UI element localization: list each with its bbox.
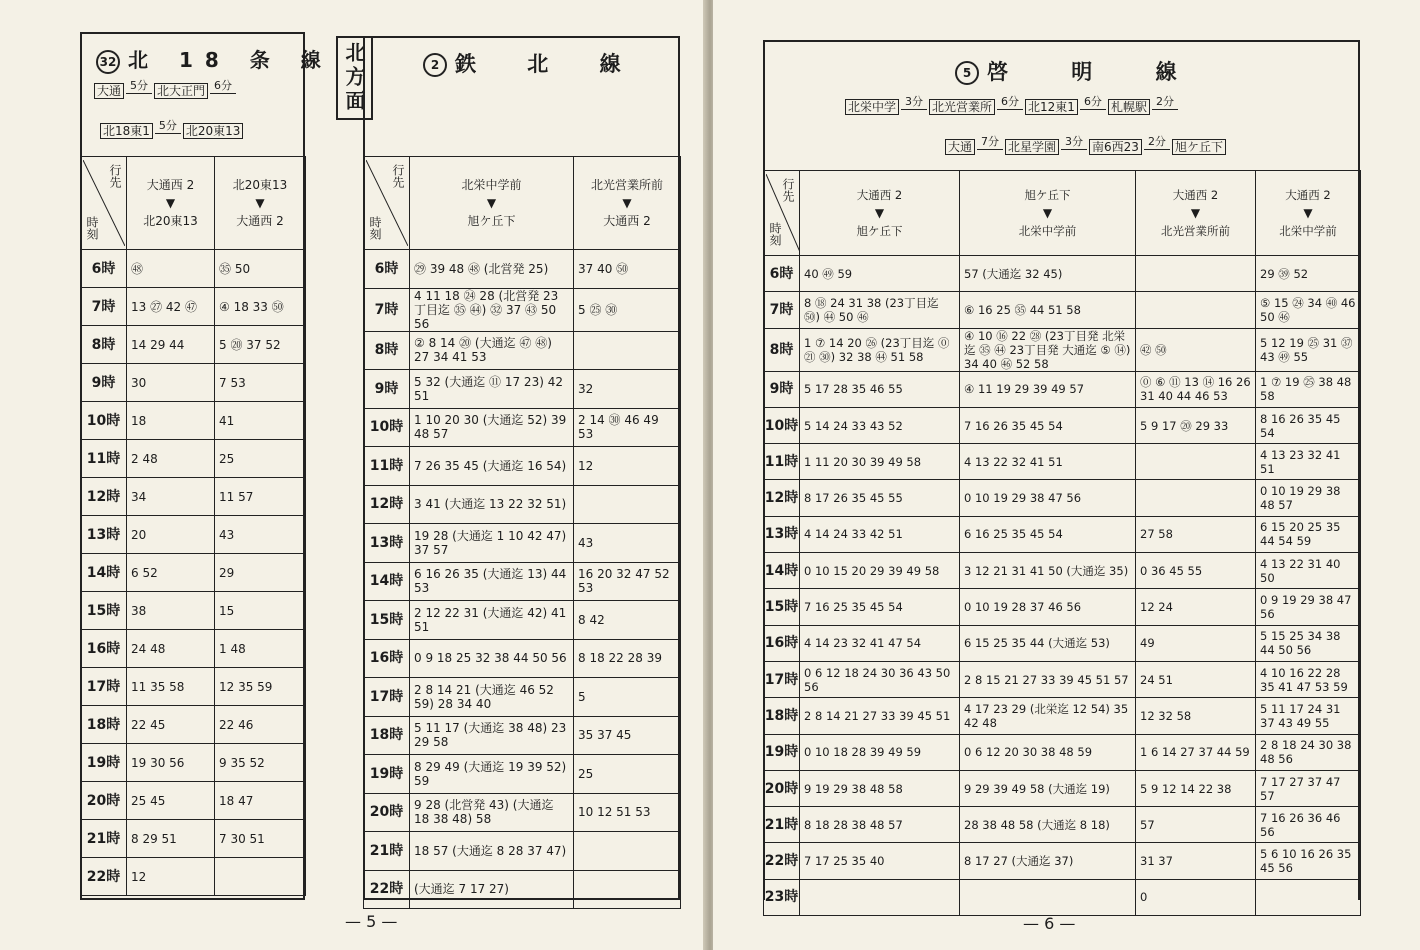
table-row: [364, 447, 681, 486]
times-cell: 0 9 18 25 32 38 44 50 56: [410, 639, 574, 678]
table-row: [764, 553, 1361, 589]
times-cell: [1136, 292, 1256, 328]
times-cell: 12: [574, 447, 681, 486]
hour-cell: 21時: [81, 820, 127, 858]
times-cell: [574, 485, 681, 524]
times-cell: 43: [215, 516, 306, 554]
times-cell: 29: [215, 554, 306, 592]
times-cell: [574, 331, 681, 370]
times-cell: 5 12 19 ㉕ 31 ㊲ 43 ㊾ 55: [1256, 328, 1361, 371]
hour-cell: 19時: [764, 734, 800, 770]
interval: 6分: [997, 93, 1023, 110]
hour-cell: 15時: [764, 589, 800, 625]
hour-cell: 18時: [81, 706, 127, 744]
table-row: [764, 407, 1361, 443]
table-row: [764, 661, 1361, 697]
table-row: [764, 256, 1361, 292]
table-row: [81, 858, 306, 896]
times-cell: 24 51: [1136, 661, 1256, 697]
hour-cell: 19時: [364, 755, 410, 794]
hour-cell: 11時: [764, 444, 800, 480]
times-cell: 25: [574, 755, 681, 794]
table-row: [764, 698, 1361, 734]
hour-cell: 17時: [764, 661, 800, 697]
times-cell: 18: [127, 402, 215, 440]
times-cell: 6 15 25 35 44 (大通迄 53): [960, 625, 1136, 661]
direction-label: 北方面: [336, 36, 373, 120]
times-cell: 1 ⑦ 19 ㉕ 38 48 58: [1256, 371, 1361, 407]
times-cell: 4 13 22 31 40 50: [1256, 553, 1361, 589]
corner-header: 行先 時刻: [364, 157, 410, 250]
times-cell: [574, 870, 681, 909]
times-cell: 12 24: [1136, 589, 1256, 625]
times-cell: 16 20 32 47 52 53: [574, 562, 681, 601]
times-cell: 0 6 12 20 30 38 48 59: [960, 734, 1136, 770]
hour-cell: 6時: [764, 256, 800, 292]
stop-box: 大通: [945, 139, 975, 155]
times-cell: [800, 879, 960, 915]
table-row: [81, 516, 306, 554]
hour-cell: 11時: [364, 447, 410, 486]
page-number: — 6 —: [1023, 914, 1076, 933]
times-cell: 8 16 26 35 45 54: [1256, 407, 1361, 443]
stop-box: 札幌駅: [1108, 99, 1150, 115]
hour-cell: 14時: [764, 553, 800, 589]
table-row: [764, 371, 1361, 407]
times-cell: 38: [127, 592, 215, 630]
table-row: [764, 516, 1361, 552]
table-row: [81, 478, 306, 516]
times-cell: 8 29 51: [127, 820, 215, 858]
table-row: [764, 625, 1361, 661]
stop-box: 北星学園: [1005, 139, 1059, 155]
times-cell: 15: [215, 592, 306, 630]
times-cell: 5: [574, 678, 681, 717]
hour-cell: 10時: [81, 402, 127, 440]
times-cell: 5 9 12 14 22 38: [1136, 770, 1256, 806]
left-page: [0, 0, 707, 950]
hour-cell: 19時: [81, 744, 127, 782]
times-cell: 30: [127, 364, 215, 402]
corner-header: 行先 時刻: [81, 157, 127, 250]
hour-cell: 9時: [364, 370, 410, 409]
route32-title: 32 北 18 条 線: [96, 44, 333, 74]
times-cell: 34: [127, 478, 215, 516]
times-cell: 8 18 22 28 39: [574, 639, 681, 678]
hour-cell: 17時: [81, 668, 127, 706]
table-row: [764, 807, 1361, 843]
hour-cell: 17時: [364, 678, 410, 717]
times-cell: 1 10 20 30 (大通迄 52) 39 48 57: [410, 408, 574, 447]
stop-box: 旭ケ丘下: [1172, 139, 1226, 155]
times-cell: 3 12 21 31 41 50 (大通迄 35): [960, 553, 1136, 589]
table-row: [81, 630, 306, 668]
right-page: [713, 0, 1420, 950]
times-cell: 43: [574, 524, 681, 563]
times-cell: ⓪ ⑥ ⑪ 13 ⑭ 16 26 31 40 44 46 53: [1136, 371, 1256, 407]
table-row: [81, 250, 306, 288]
table-row: [364, 562, 681, 601]
times-cell: [1256, 879, 1361, 915]
col-header: 旭ケ丘下 ▼ 北栄中学前: [960, 171, 1136, 256]
times-cell: 14 29 44: [127, 326, 215, 364]
times-cell: 8 17 26 35 45 55: [800, 480, 960, 516]
times-cell: 40 ㊾ 59: [800, 256, 960, 292]
hour-cell: 6時: [81, 250, 127, 288]
times-cell: 0 9 19 29 38 47 56: [1256, 589, 1361, 625]
table-row: [764, 480, 1361, 516]
table-row: [81, 782, 306, 820]
times-cell: 24 48: [127, 630, 215, 668]
times-cell: 9 19 29 38 48 58: [800, 770, 960, 806]
table-row: [364, 524, 681, 563]
times-cell: [1136, 480, 1256, 516]
times-cell: ㊷ ㊿: [1136, 328, 1256, 371]
hour-cell: 13時: [364, 524, 410, 563]
times-cell: ㊽: [127, 250, 215, 288]
hour-cell: 9時: [764, 371, 800, 407]
times-cell: 25: [215, 440, 306, 478]
route2-panel: [363, 36, 680, 900]
route32-stops-line1: [94, 79, 238, 100]
hour-cell: 20時: [764, 770, 800, 806]
hour-cell: 12時: [764, 480, 800, 516]
route32-number-badge: 32: [96, 50, 120, 74]
times-cell: 8 29 49 (大通迄 19 39 52) 59: [410, 755, 574, 794]
times-cell: (大通迄 7 17 27): [410, 870, 574, 909]
times-cell: 5 15 25 34 38 44 50 56: [1256, 625, 1361, 661]
times-cell: ⑤ 15 ㉔ 34 ㊵ 46 50 ㊻: [1256, 292, 1361, 328]
times-cell: 4 10 16 22 28 35 41 47 53 59: [1256, 661, 1361, 697]
hour-cell: 13時: [81, 516, 127, 554]
interval: 3分: [1061, 133, 1087, 150]
table-row: [364, 793, 681, 832]
col-header: 北光営業所前 ▼ 大通西 2: [574, 157, 681, 250]
times-cell: 6 16 26 35 (大通迄 13) 44 53: [410, 562, 574, 601]
route2-title: 2 鉄 北 線: [423, 48, 643, 78]
table-row: [364, 370, 681, 409]
hour-cell: 15時: [364, 601, 410, 640]
times-cell: 8 17 27 (大通迄 37): [960, 843, 1136, 879]
table-row: [81, 820, 306, 858]
table-row: [81, 744, 306, 782]
times-cell: 0 10 15 20 29 39 49 58: [800, 553, 960, 589]
table-row: [81, 554, 306, 592]
times-cell: 2 48: [127, 440, 215, 478]
times-cell: [1136, 256, 1256, 292]
col-header: 大通西 2 ▼ 北光営業所前: [1136, 171, 1256, 256]
table-row: [364, 250, 681, 289]
times-cell: 2 8 18 24 30 38 48 56: [1256, 734, 1361, 770]
times-cell: 20: [127, 516, 215, 554]
stop-box: 北大正門: [154, 83, 208, 99]
times-cell: 22 46: [215, 706, 306, 744]
times-cell: 8 ⑱ 24 31 38 (23丁目迄 ㊿) ㊹ 50 ㊻: [800, 292, 960, 328]
table-row: [764, 589, 1361, 625]
times-cell: 0: [1136, 879, 1256, 915]
stop-box: 大通: [94, 83, 124, 99]
table-row: [364, 639, 681, 678]
times-cell: ④ 11 19 29 39 49 57: [960, 371, 1136, 407]
times-cell: 2 14 ㉚ 46 49 53: [574, 408, 681, 447]
times-cell: 7 26 35 45 (大通迄 16 54): [410, 447, 574, 486]
hour-cell: 22時: [364, 870, 410, 909]
table-row: [364, 408, 681, 447]
hour-cell: 6時: [364, 250, 410, 289]
route2-timetable: [363, 156, 681, 909]
times-cell: ④ 18 33 ㊿: [215, 288, 306, 326]
hour-cell: 8時: [764, 328, 800, 371]
hour-cell: 14時: [81, 554, 127, 592]
times-cell: 0 10 19 29 38 47 56: [960, 480, 1136, 516]
table-row: [764, 843, 1361, 879]
table-row: [81, 364, 306, 402]
times-cell: 8 18 28 38 48 57: [800, 807, 960, 843]
hour-cell: 12時: [364, 485, 410, 524]
table-row: [764, 770, 1361, 806]
stop-box: 南6西23: [1089, 139, 1142, 155]
route5-timetable: [763, 170, 1361, 916]
table-row: [364, 870, 681, 909]
hour-cell: 18時: [364, 716, 410, 755]
hour-cell: 16時: [364, 639, 410, 678]
interval: 7分: [977, 133, 1003, 150]
times-cell: 28 38 48 58 (大通迄 8 18): [960, 807, 1136, 843]
times-cell: 57 (大通迄 32 45): [960, 256, 1136, 292]
times-cell: 0 10 19 29 38 48 57: [1256, 480, 1361, 516]
times-cell: ④ 10 ⑯ 22 ㉘ (23丁目発 北栄迄 ㉟ ㊹ 23丁目発 大通迄 ⑤ ⑭) 34 40 ㊻ 52 58: [960, 328, 1136, 371]
times-cell: 6 16 25 35 45 54: [960, 516, 1136, 552]
table-row: [364, 331, 681, 370]
hour-cell: 13時: [764, 516, 800, 552]
times-cell: 7 16 26 35 45 54: [960, 407, 1136, 443]
col-header: 大通西 2 ▼ 旭ケ丘下: [800, 171, 960, 256]
hour-cell: 15時: [81, 592, 127, 630]
table-row: [81, 668, 306, 706]
times-cell: 12 32 58: [1136, 698, 1256, 734]
route32-stops-line2: [100, 119, 243, 140]
times-cell: 7 53: [215, 364, 306, 402]
stop-box: 北12東1: [1025, 99, 1078, 115]
hour-cell: 22時: [81, 858, 127, 896]
times-cell: 1 48: [215, 630, 306, 668]
times-cell: 57: [1136, 807, 1256, 843]
times-cell: 5 17 28 35 46 55: [800, 371, 960, 407]
hour-cell: 11時: [81, 440, 127, 478]
route5-title: 5 啓 明 線: [955, 56, 1205, 86]
times-cell: 5 32 (大通迄 ⑪ 17 23) 42 51: [410, 370, 574, 409]
hour-cell: 8時: [364, 331, 410, 370]
times-cell: 31 37: [1136, 843, 1256, 879]
times-cell: 12 35 59: [215, 668, 306, 706]
route32-timetable: [80, 156, 306, 896]
times-cell: 1 11 20 30 39 49 58: [800, 444, 960, 480]
times-cell: 27 58: [1136, 516, 1256, 552]
times-cell: 32: [574, 370, 681, 409]
corner-header: 行先 時刻: [764, 171, 800, 256]
times-cell: 7 17 25 35 40: [800, 843, 960, 879]
col-header: 大通西 2 ▼ 北20東13: [127, 157, 215, 250]
times-cell: 37 40 ㊿: [574, 250, 681, 289]
hour-cell: 12時: [81, 478, 127, 516]
table-row: [81, 288, 306, 326]
interval: 6分: [1080, 93, 1106, 110]
times-cell: 3 41 (大通迄 13 22 32 51): [410, 485, 574, 524]
table-row: [764, 444, 1361, 480]
route2-number-badge: 2: [423, 53, 447, 77]
table-row: [81, 706, 306, 744]
times-cell: 5 11 17 (大通迄 38 48) 23 29 58: [410, 716, 574, 755]
times-cell: 5 9 17 ⑳ 29 33: [1136, 407, 1256, 443]
times-cell: 0 36 45 55: [1136, 553, 1256, 589]
times-cell: [1136, 444, 1256, 480]
hour-cell: 20時: [81, 782, 127, 820]
times-cell: 0 6 12 18 24 30 36 43 50 56: [800, 661, 960, 697]
times-cell: 35 37 45: [574, 716, 681, 755]
times-cell: 9 35 52: [215, 744, 306, 782]
times-cell: 6 15 20 25 35 44 54 59: [1256, 516, 1361, 552]
interval: 2分: [1144, 133, 1170, 150]
stop-box: 北栄中学: [845, 99, 899, 115]
times-cell: 7 30 51: [215, 820, 306, 858]
interval: 5分: [155, 117, 181, 134]
times-cell: 49: [1136, 625, 1256, 661]
route5-number-badge: 5: [955, 61, 979, 85]
hour-cell: 20時: [364, 793, 410, 832]
table-row: [364, 678, 681, 717]
col-header: 北栄中学前 ▼ 旭ケ丘下: [410, 157, 574, 250]
hour-cell: 21時: [764, 807, 800, 843]
table-row: [81, 592, 306, 630]
interval: 2分: [1152, 93, 1178, 110]
table-row: [81, 440, 306, 478]
hour-cell: 14時: [364, 562, 410, 601]
route5-stops-line1: [845, 95, 1180, 116]
table-row: [81, 402, 306, 440]
times-cell: ㉟ 50: [215, 250, 306, 288]
times-cell: 1 ⑦ 14 20 ㉖ (23丁目迄 ⓪ ㉑ ㉚) 32 38 ㊹ 51 58: [800, 328, 960, 371]
table-row: [364, 288, 681, 331]
times-cell: 18 47: [215, 782, 306, 820]
table-row: [364, 832, 681, 871]
times-cell: 19 28 (大通迄 1 10 42 47) 37 57: [410, 524, 574, 563]
col-header: 大通西 2 ▼ 北栄中学前: [1256, 171, 1361, 256]
hour-cell: 7時: [764, 292, 800, 328]
table-row: [364, 755, 681, 794]
times-cell: 11 57: [215, 478, 306, 516]
times-cell: 5 ⑳ 37 52: [215, 326, 306, 364]
times-cell: 5 11 17 24 31 37 43 49 55: [1256, 698, 1361, 734]
times-cell: 4 13 23 32 41 51: [1256, 444, 1361, 480]
times-cell: ⑥ 16 25 ㉟ 44 51 58: [960, 292, 1136, 328]
stop-box: 北20東13: [183, 123, 244, 139]
times-cell: 18 57 (大通迄 8 28 37 47): [410, 832, 574, 871]
times-cell: ② 8 14 ⑳ (大通迄 ㊼ ㊽) 27 34 41 53: [410, 331, 574, 370]
hour-cell: 7時: [81, 288, 127, 326]
hour-cell: 7時: [364, 288, 410, 331]
route5-panel: [763, 40, 1360, 906]
table-row: [764, 879, 1361, 915]
times-cell: 4 14 23 32 41 47 54: [800, 625, 960, 661]
times-cell: 29 ㊴ 52: [1256, 256, 1361, 292]
times-cell: 4 17 23 29 (北栄迄 12 54) 35 42 48: [960, 698, 1136, 734]
times-cell: 5 14 24 33 43 52: [800, 407, 960, 443]
table-row: [764, 328, 1361, 371]
times-cell: 2 8 15 21 27 33 39 45 51 57: [960, 661, 1136, 697]
table-row: [364, 601, 681, 640]
times-cell: 7 16 25 35 45 54: [800, 589, 960, 625]
times-cell: 4 14 24 33 42 51: [800, 516, 960, 552]
times-cell: 5 ㉕ ㉚: [574, 288, 681, 331]
hour-cell: 16時: [764, 625, 800, 661]
hour-cell: 10時: [764, 407, 800, 443]
times-cell: 19 30 56: [127, 744, 215, 782]
times-cell: 4 11 18 ㉔ 28 (北営発 23丁目迄 ㉟ ㊹) ㉜ 37 ㊸ 50 56: [410, 288, 574, 331]
times-cell: 8 42: [574, 601, 681, 640]
table-row: [764, 734, 1361, 770]
table-row: [364, 485, 681, 524]
route5-stops-line2: [945, 135, 1226, 156]
times-cell: 25 45: [127, 782, 215, 820]
page-number: — 5 —: [345, 912, 398, 931]
hour-cell: 8時: [81, 326, 127, 364]
interval: 3分: [901, 93, 927, 110]
times-cell: 5 6 10 16 26 35 45 56: [1256, 843, 1361, 879]
route32-panel: [80, 32, 333, 900]
hour-cell: 18時: [764, 698, 800, 734]
times-cell: [215, 858, 306, 896]
times-cell: 22 45: [127, 706, 215, 744]
times-cell: 7 17 27 37 47 57: [1256, 770, 1361, 806]
times-cell: 7 16 26 36 46 56: [1256, 807, 1361, 843]
hour-cell: 21時: [364, 832, 410, 871]
hour-cell: 23時: [764, 879, 800, 915]
times-cell: [574, 832, 681, 871]
times-cell: 9 29 39 49 58 (大通迄 19): [960, 770, 1136, 806]
table-row: [364, 716, 681, 755]
times-cell: 9 28 (北営発 43) (大通迄 18 38 48) 58: [410, 793, 574, 832]
times-cell: 0 10 19 28 37 46 56: [960, 589, 1136, 625]
hour-cell: 22時: [764, 843, 800, 879]
stop-box: 北光営業所: [929, 99, 995, 115]
times-cell: 1 6 14 27 37 44 59: [1136, 734, 1256, 770]
hour-cell: 9時: [81, 364, 127, 402]
times-cell: 11 35 58: [127, 668, 215, 706]
times-cell: [960, 879, 1136, 915]
times-cell: 41: [215, 402, 306, 440]
times-cell: 2 12 22 31 (大通迄 42) 41 51: [410, 601, 574, 640]
times-cell: 0 10 18 28 39 49 59: [800, 734, 960, 770]
times-cell: ㉙ 39 48 ㊽ (北営発 25): [410, 250, 574, 289]
hour-cell: 16時: [81, 630, 127, 668]
table-row: [764, 292, 1361, 328]
times-cell: 2 8 14 21 (大通迄 46 52 59) 28 34 40: [410, 678, 574, 717]
times-cell: 2 8 14 21 27 33 39 45 51: [800, 698, 960, 734]
interval: 5分: [126, 77, 152, 94]
stop-box: 北18東1: [100, 123, 153, 139]
times-cell: 6 52: [127, 554, 215, 592]
times-cell: 13 ㉗ 42 ㊼: [127, 288, 215, 326]
hour-cell: 10時: [364, 408, 410, 447]
table-row: [81, 326, 306, 364]
times-cell: 12: [127, 858, 215, 896]
times-cell: 4 13 22 32 41 51: [960, 444, 1136, 480]
interval: 6分: [210, 77, 236, 94]
col-header: 北20東13 ▼ 大通西 2: [215, 157, 306, 250]
times-cell: 10 12 51 53: [574, 793, 681, 832]
